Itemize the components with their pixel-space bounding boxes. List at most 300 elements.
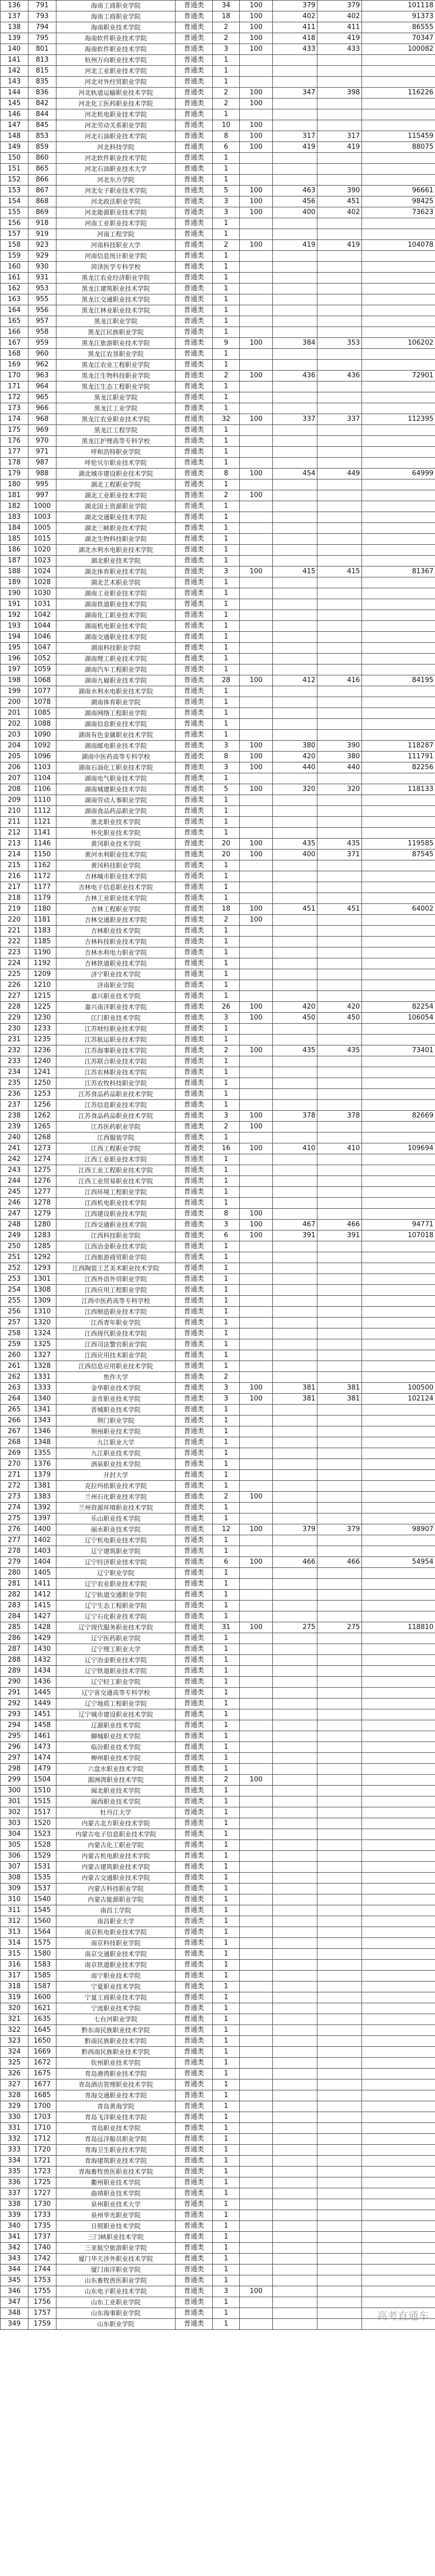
table-cell: 江苏财经职业技术学院 bbox=[56, 1024, 176, 1035]
table-cell bbox=[362, 1992, 435, 2003]
table-cell bbox=[273, 2058, 317, 2069]
table-row bbox=[1, 2058, 435, 2069]
table-cell: 江西旅游商贸职业学院 bbox=[56, 1252, 176, 1263]
table-cell: 1 bbox=[213, 1862, 240, 1873]
table-cell: 1 bbox=[213, 294, 240, 305]
table-cell: 普通类 bbox=[176, 947, 213, 958]
table-cell bbox=[317, 915, 362, 926]
table-cell: 260 bbox=[1, 1350, 28, 1361]
table-cell: 100 bbox=[240, 1622, 273, 1633]
table-cell: 233 bbox=[1, 1056, 28, 1067]
table-cell: 1 bbox=[213, 479, 240, 490]
table-cell: 279 bbox=[1, 1557, 28, 1568]
table-cell: 江西青年职业学院 bbox=[56, 1318, 176, 1328]
table-row bbox=[1, 392, 435, 403]
table-cell: 1005 bbox=[28, 523, 56, 534]
table-cell: 江苏食品药品职业技术学院 bbox=[56, 1089, 176, 1100]
table-cell: 336 bbox=[1, 2177, 28, 2188]
table-cell: 1540 bbox=[28, 1894, 56, 1905]
table-cell bbox=[317, 1644, 362, 1655]
table-cell: 河南工业职业技术学院 bbox=[56, 218, 176, 229]
table-cell: 1 bbox=[213, 1198, 240, 1209]
table-cell: 179 bbox=[1, 469, 28, 479]
table-cell bbox=[362, 1764, 435, 1775]
table-cell: 198 bbox=[1, 675, 28, 686]
table-cell bbox=[240, 1470, 273, 1481]
table-row bbox=[1, 1633, 435, 1644]
table-cell: 1 bbox=[213, 1579, 240, 1590]
table-cell: 263 bbox=[1, 1383, 28, 1394]
table-cell bbox=[240, 697, 273, 708]
table-cell bbox=[273, 1470, 317, 1481]
table-cell: 379 bbox=[317, 1, 362, 11]
table-cell bbox=[362, 958, 435, 969]
table-cell: 402 bbox=[317, 207, 362, 218]
table-cell: 1 bbox=[213, 828, 240, 839]
table-cell: 419 bbox=[317, 33, 362, 44]
table-cell: 吉林交通职业技术学院 bbox=[56, 915, 176, 926]
table-cell: 普通类 bbox=[176, 2188, 213, 2199]
table-cell bbox=[273, 1851, 317, 1862]
table-cell: 379 bbox=[317, 1524, 362, 1535]
table-cell: 辽宁农业职业技术学院 bbox=[56, 1579, 176, 1590]
table-cell: 321 bbox=[1, 2014, 28, 2025]
table-cell: 1397 bbox=[28, 1513, 56, 1524]
table-cell bbox=[273, 2188, 317, 2199]
table-cell: 310 bbox=[1, 1894, 28, 1905]
table-cell: 普通类 bbox=[176, 871, 213, 882]
table-row bbox=[1, 1372, 435, 1383]
table-cell: 1 bbox=[213, 610, 240, 621]
table-cell: 1742 bbox=[28, 2254, 56, 2264]
table-cell bbox=[317, 2101, 362, 2112]
table-cell: 普通类 bbox=[176, 2243, 213, 2254]
table-row bbox=[1, 708, 435, 719]
table-cell: 黑龙江生物科技职业学院 bbox=[56, 371, 176, 381]
table-cell bbox=[240, 2254, 273, 2264]
table-cell: 吉林铁道职业技术学院 bbox=[56, 958, 176, 969]
table-cell bbox=[362, 2101, 435, 2112]
table-cell: 1 bbox=[213, 1481, 240, 1492]
table-cell bbox=[240, 937, 273, 947]
table-cell: 1 bbox=[213, 2101, 240, 2112]
table-cell bbox=[317, 512, 362, 523]
table-cell: 江苏农牧科技职业学院 bbox=[56, 1078, 176, 1089]
table-cell: 湖南电气职业技术学院 bbox=[56, 773, 176, 784]
table-row bbox=[1, 1677, 435, 1688]
table-row bbox=[1, 904, 435, 915]
table-row bbox=[1, 2243, 435, 2254]
table-cell: 江西信息应用职业技术学院 bbox=[56, 1361, 176, 1372]
table-cell bbox=[240, 588, 273, 599]
table-cell: 216 bbox=[1, 871, 28, 882]
table-cell: 1 bbox=[213, 1840, 240, 1851]
table-cell: 1192 bbox=[28, 958, 56, 969]
table-cell bbox=[317, 1851, 362, 1862]
table-cell: 955 bbox=[28, 294, 56, 305]
table-cell: 316 bbox=[1, 1960, 28, 1971]
table-cell bbox=[362, 1644, 435, 1655]
table-cell bbox=[362, 2167, 435, 2177]
table-cell: 16 bbox=[213, 1143, 240, 1154]
table-cell: 2 bbox=[213, 1122, 240, 1133]
table-cell bbox=[240, 795, 273, 806]
table-cell bbox=[273, 512, 317, 523]
table-cell: 419 bbox=[317, 240, 362, 251]
table-cell: 普通类 bbox=[176, 2134, 213, 2145]
table-row bbox=[1, 675, 435, 686]
table-row bbox=[1, 1720, 435, 1731]
table-row bbox=[1, 1339, 435, 1350]
table-cell: 1 bbox=[213, 1318, 240, 1328]
table-cell bbox=[362, 1024, 435, 1035]
table-cell bbox=[240, 610, 273, 621]
table-cell: 433 bbox=[273, 44, 317, 55]
table-cell: 1473 bbox=[28, 1742, 56, 1753]
table-cell: 厦门华天涉外职业技术学院 bbox=[56, 2254, 176, 2264]
table-cell bbox=[362, 1503, 435, 1513]
table-row bbox=[1, 2101, 435, 2112]
table-row bbox=[1, 1176, 435, 1187]
table-cell: 青海畜牧兽医职业技术学院 bbox=[56, 2167, 176, 2177]
table-cell: 普通类 bbox=[176, 1971, 213, 1981]
table-cell: 闽北职业技术学院 bbox=[56, 1786, 176, 1796]
table-cell: 普通类 bbox=[176, 11, 213, 22]
table-cell: 150 bbox=[1, 153, 28, 164]
table-cell bbox=[317, 991, 362, 1002]
table-cell: 普通类 bbox=[176, 1100, 213, 1111]
table-cell bbox=[240, 1927, 273, 1938]
table-cell: 290 bbox=[1, 1677, 28, 1688]
table-row bbox=[1, 2123, 435, 2134]
table-cell: 内蒙古建筑职业技术学院 bbox=[56, 1862, 176, 1873]
table-cell: 普通类 bbox=[176, 1916, 213, 1927]
table-row bbox=[1, 1274, 435, 1285]
table-cell: 乐山职业技术学院 bbox=[56, 1513, 176, 1524]
table-cell bbox=[273, 2145, 317, 2156]
table-row bbox=[1, 2264, 435, 2275]
table-row bbox=[1, 120, 435, 131]
table-cell: 1 bbox=[213, 1992, 240, 2003]
table-cell: 235 bbox=[1, 1078, 28, 1089]
table-cell bbox=[273, 2079, 317, 2090]
table-cell: 1 bbox=[213, 77, 240, 88]
table-cell bbox=[317, 1579, 362, 1590]
table-cell bbox=[240, 860, 273, 871]
table-cell bbox=[273, 1285, 317, 1296]
table-cell: 184 bbox=[1, 523, 28, 534]
table-cell bbox=[362, 2221, 435, 2232]
table-cell: 黑龙江交通职业技术学院 bbox=[56, 294, 176, 305]
table-cell: 328 bbox=[1, 2090, 28, 2101]
table-row bbox=[1, 44, 435, 55]
table-cell bbox=[240, 1579, 273, 1590]
table-cell bbox=[240, 2221, 273, 2232]
table-row bbox=[1, 403, 435, 414]
table-cell: 1710 bbox=[28, 2123, 56, 2134]
table-cell bbox=[362, 360, 435, 371]
table-cell: 普通类 bbox=[176, 2167, 213, 2177]
table-cell: 312 bbox=[1, 1916, 28, 1927]
table-cell: 176 bbox=[1, 436, 28, 447]
table-row bbox=[1, 958, 435, 969]
table-cell bbox=[362, 2036, 435, 2047]
table-cell: 1343 bbox=[28, 1416, 56, 1426]
table-cell: 1479 bbox=[28, 1764, 56, 1775]
table-cell: 普通类 bbox=[176, 643, 213, 654]
table-cell: 1 bbox=[213, 218, 240, 229]
table-cell: 普通类 bbox=[176, 2199, 213, 2210]
table-cell: 953 bbox=[28, 284, 56, 294]
table-cell bbox=[273, 2025, 317, 2036]
table-cell: 144 bbox=[1, 88, 28, 98]
table-cell: 1721 bbox=[28, 2156, 56, 2167]
table-cell: 100 bbox=[240, 490, 273, 501]
table-cell: 1346 bbox=[28, 1426, 56, 1437]
table-cell bbox=[317, 664, 362, 675]
table-cell bbox=[362, 2297, 435, 2308]
table-cell: 142 bbox=[1, 66, 28, 77]
table-cell: 河南科技职业大学 bbox=[56, 240, 176, 251]
table-cell: 1 bbox=[213, 2232, 240, 2243]
table-cell: 普通类 bbox=[176, 1361, 213, 1372]
table-cell bbox=[273, 1916, 317, 1927]
table-cell bbox=[240, 2134, 273, 2145]
table-cell bbox=[362, 1677, 435, 1688]
table-cell bbox=[362, 109, 435, 120]
table-cell bbox=[240, 273, 273, 284]
table-cell bbox=[273, 2090, 317, 2101]
table-cell: 1023 bbox=[28, 556, 56, 567]
table-cell: 普通类 bbox=[176, 1067, 213, 1078]
table-cell: 466 bbox=[317, 1220, 362, 1230]
table-cell: 黑龙江职业学院 bbox=[56, 316, 176, 327]
table-row bbox=[1, 1405, 435, 1416]
table-cell: 普通类 bbox=[176, 1481, 213, 1492]
table-cell: 普通类 bbox=[176, 1568, 213, 1579]
table-cell bbox=[362, 1350, 435, 1361]
table-cell bbox=[317, 381, 362, 392]
table-cell bbox=[240, 479, 273, 490]
table-cell bbox=[240, 958, 273, 969]
table-cell: 112395 bbox=[362, 414, 435, 425]
table-cell: 青岛港湾职业技术学院 bbox=[56, 2069, 176, 2079]
table-cell: 青海卫生职业技术学院 bbox=[56, 2145, 176, 2156]
table-row bbox=[1, 1851, 435, 1862]
table-cell bbox=[240, 2275, 273, 2286]
table-cell: 普通类 bbox=[176, 773, 213, 784]
table-cell: 100 bbox=[240, 850, 273, 860]
table-cell bbox=[273, 273, 317, 284]
table-cell bbox=[240, 1067, 273, 1078]
table-cell bbox=[273, 1252, 317, 1263]
table-cell: 353 bbox=[317, 338, 362, 349]
watermark-text: 高考直通车 bbox=[377, 2310, 429, 2322]
table-cell: 147 bbox=[1, 120, 28, 131]
table-cell: 281 bbox=[1, 1579, 28, 1590]
table-cell: 346 bbox=[1, 2286, 28, 2297]
table-cell: 313 bbox=[1, 1927, 28, 1938]
table-cell: 普通类 bbox=[176, 991, 213, 1002]
table-cell: 1077 bbox=[28, 686, 56, 697]
table-cell bbox=[240, 1285, 273, 1296]
table-row bbox=[1, 1230, 435, 1241]
table-cell: 100 bbox=[240, 196, 273, 207]
table-cell: 136 bbox=[1, 1, 28, 11]
table-cell: 普通类 bbox=[176, 1318, 213, 1328]
table-cell bbox=[273, 1307, 317, 1318]
table-cell: 河南工程学院 bbox=[56, 229, 176, 240]
table-cell: 普通类 bbox=[176, 523, 213, 534]
table-cell bbox=[317, 2167, 362, 2177]
table-cell: 普通类 bbox=[176, 2123, 213, 2134]
table-cell: 791 bbox=[28, 1, 56, 11]
table-cell: 1 bbox=[213, 349, 240, 360]
table-cell: 1 bbox=[213, 664, 240, 675]
table-cell: 呼伦贝尔职业技术学院 bbox=[56, 458, 176, 469]
table-cell: 江西服装学院 bbox=[56, 1133, 176, 1143]
table-cell: 152 bbox=[1, 175, 28, 186]
table-cell bbox=[317, 806, 362, 817]
table-cell: 378 bbox=[317, 1111, 362, 1122]
table-cell: 普通类 bbox=[176, 55, 213, 66]
table-cell: 湖南劳动人事职业学院 bbox=[56, 795, 176, 806]
table-cell: 3 bbox=[213, 1394, 240, 1405]
table-cell: 1 bbox=[213, 1133, 240, 1143]
table-row bbox=[1, 66, 435, 77]
table-cell bbox=[362, 349, 435, 360]
table-cell: 普通类 bbox=[176, 88, 213, 98]
table-cell: 1 bbox=[213, 2297, 240, 2308]
table-row bbox=[1, 730, 435, 741]
table-cell bbox=[317, 1775, 362, 1786]
table-cell bbox=[273, 686, 317, 697]
table-cell: 1621 bbox=[28, 2003, 56, 2014]
table-cell: 1 bbox=[213, 66, 240, 77]
table-cell: 1 bbox=[213, 773, 240, 784]
table-cell: 普通类 bbox=[176, 980, 213, 991]
table-cell: 868 bbox=[28, 196, 56, 207]
table-cell: 54954 bbox=[362, 1557, 435, 1568]
table-cell: 宁波职业技术学院 bbox=[56, 2003, 176, 2014]
table-cell: 内蒙古科技职业学院 bbox=[56, 1884, 176, 1894]
table-cell bbox=[362, 501, 435, 512]
table-cell bbox=[362, 1459, 435, 1470]
table-cell bbox=[240, 77, 273, 88]
table-cell: 普通类 bbox=[176, 599, 213, 610]
table-row bbox=[1, 2036, 435, 2047]
table-cell: 185 bbox=[1, 534, 28, 545]
table-cell: 1 bbox=[213, 458, 240, 469]
table-cell: 1044 bbox=[28, 621, 56, 632]
table-row bbox=[1, 218, 435, 229]
table-row bbox=[1, 947, 435, 958]
table-cell: 开封大学 bbox=[56, 1470, 176, 1481]
table-cell bbox=[362, 1339, 435, 1350]
table-cell: 1 bbox=[213, 545, 240, 556]
table-cell: 100 bbox=[240, 1220, 273, 1230]
table-cell: 江苏农林职业技术学院 bbox=[56, 1067, 176, 1078]
table-row bbox=[1, 741, 435, 752]
table-cell bbox=[362, 2264, 435, 2275]
table-cell: 118287 bbox=[362, 741, 435, 752]
table-cell bbox=[317, 2003, 362, 2014]
table-cell: 275 bbox=[273, 1622, 317, 1633]
table-cell: 1 bbox=[213, 2003, 240, 2014]
table-cell: 1753 bbox=[28, 2275, 56, 2286]
table-cell: 205 bbox=[1, 752, 28, 762]
table-cell bbox=[317, 218, 362, 229]
table-row bbox=[1, 882, 435, 893]
table-row bbox=[1, 1241, 435, 1252]
table-cell: 黑龙江工程学院 bbox=[56, 425, 176, 436]
table-cell: 1 bbox=[213, 1884, 240, 1894]
table-cell: 1031 bbox=[28, 599, 56, 610]
table-cell: 柳州职业技术学院 bbox=[56, 1753, 176, 1764]
table-cell: 390 bbox=[317, 741, 362, 752]
table-cell: 海南工商职业学院 bbox=[56, 1, 176, 11]
table-cell bbox=[240, 556, 273, 567]
table-cell: 1273 bbox=[28, 1143, 56, 1154]
table-cell bbox=[362, 436, 435, 447]
table-cell: 28 bbox=[213, 675, 240, 686]
table-cell bbox=[362, 2069, 435, 2079]
table-cell: 临汾职业技术学院 bbox=[56, 1742, 176, 1753]
table-cell: 1 bbox=[213, 2069, 240, 2079]
table-cell: 1412 bbox=[28, 1590, 56, 1601]
table-cell bbox=[317, 980, 362, 991]
table-cell: 435 bbox=[273, 839, 317, 850]
table-row bbox=[1, 2014, 435, 2025]
table-cell: 100 bbox=[240, 142, 273, 153]
table-cell: 320 bbox=[1, 2003, 28, 2014]
table-cell: 1 bbox=[213, 1601, 240, 1611]
table-cell: 普通类 bbox=[176, 1209, 213, 1220]
table-cell: 海南工商职业学院 bbox=[56, 11, 176, 22]
table-cell: 江苏航运职业技术学院 bbox=[56, 1035, 176, 1045]
table-cell bbox=[240, 1677, 273, 1688]
table-cell: 301 bbox=[1, 1796, 28, 1807]
table-cell: 100 bbox=[240, 741, 273, 752]
table-cell: 1 bbox=[213, 1699, 240, 1709]
table-cell bbox=[362, 1470, 435, 1481]
table-cell: 1523 bbox=[28, 1829, 56, 1840]
table-cell: 918 bbox=[28, 218, 56, 229]
table-cell: 1 bbox=[213, 1426, 240, 1437]
table-cell bbox=[273, 991, 317, 1002]
table-cell: 1531 bbox=[28, 1862, 56, 1873]
table-cell bbox=[362, 828, 435, 839]
table-row bbox=[1, 686, 435, 697]
table-cell: 1434 bbox=[28, 1666, 56, 1677]
table-cell: 1 bbox=[213, 2025, 240, 2036]
table-cell: 208 bbox=[1, 784, 28, 795]
table-cell: 100 bbox=[240, 240, 273, 251]
table-cell bbox=[317, 1503, 362, 1513]
table-cell bbox=[273, 730, 317, 741]
table-cell: 吉林水利电力职业学院 bbox=[56, 947, 176, 958]
table-row bbox=[1, 654, 435, 664]
table-cell: 1276 bbox=[28, 1176, 56, 1187]
table-cell: 山东畜牧兽医职业学院 bbox=[56, 2275, 176, 2286]
table-cell: 普通类 bbox=[176, 1437, 213, 1448]
table-cell: 1 bbox=[213, 2254, 240, 2264]
table-cell: 1529 bbox=[28, 1851, 56, 1862]
table-cell: 1 bbox=[213, 2210, 240, 2221]
table-cell: 1411 bbox=[28, 1579, 56, 1590]
table-row bbox=[1, 1361, 435, 1372]
table-row bbox=[1, 2112, 435, 2123]
